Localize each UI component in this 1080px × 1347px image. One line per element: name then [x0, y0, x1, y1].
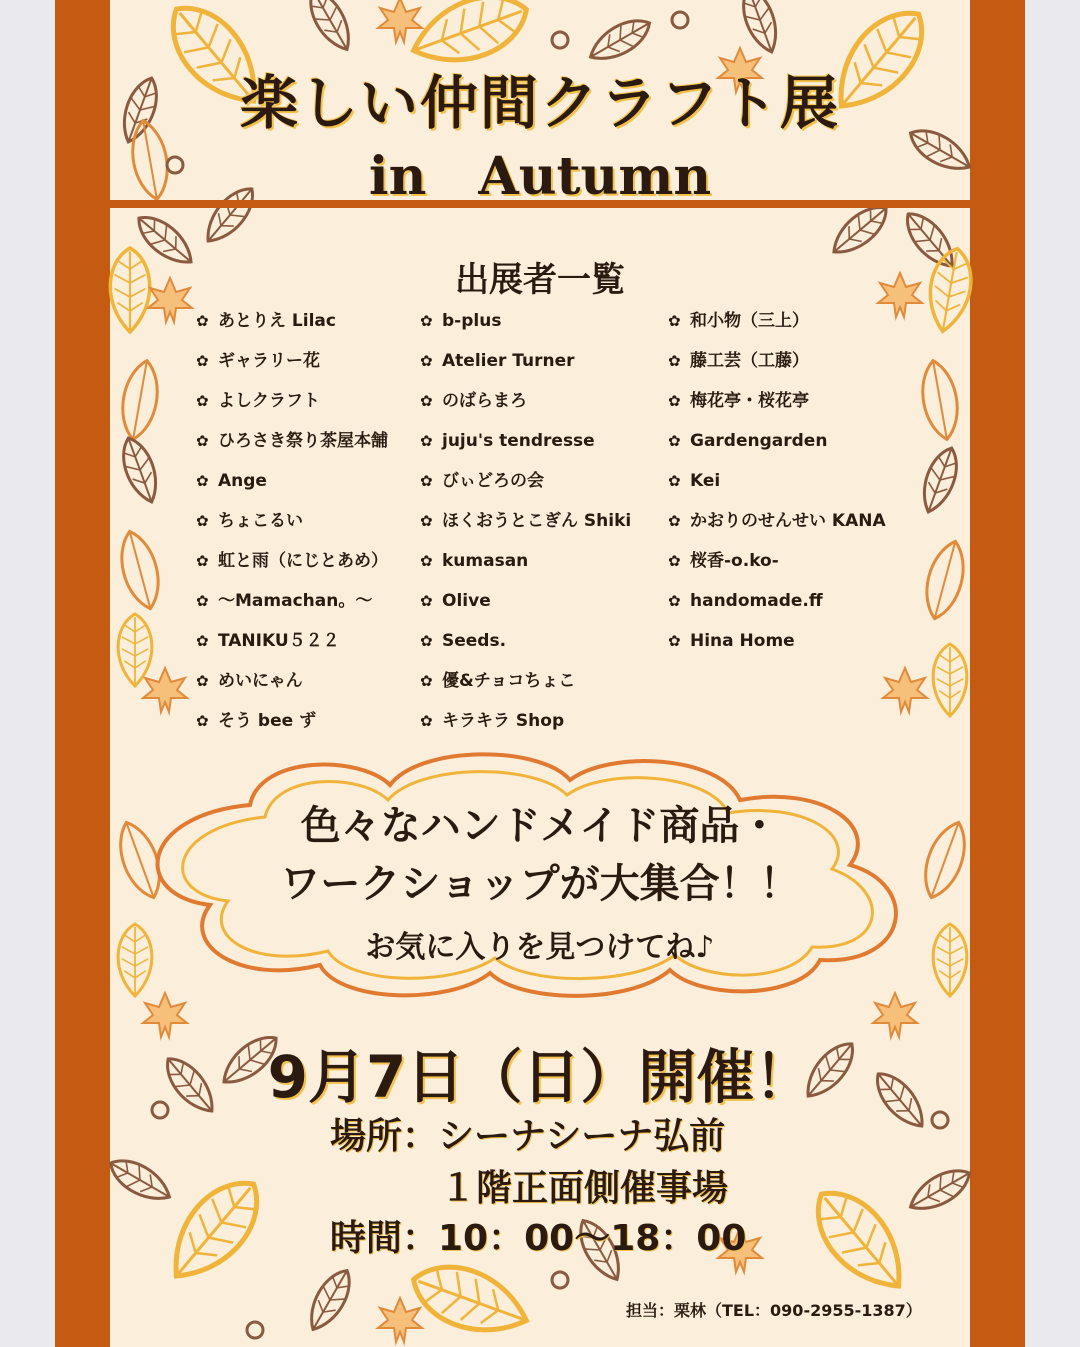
flower-bullet-icon: ✿	[668, 552, 681, 570]
exhibitor-item	[196, 426, 388, 466]
exhibitor-name: Kei	[690, 471, 721, 491]
flower-bullet-icon: ✿	[196, 672, 209, 690]
exhibitor-name: Gardengarden	[690, 431, 828, 451]
exhibitor-list-heading: 出展者一覧	[455, 260, 625, 300]
exhibitor-item	[420, 306, 631, 346]
flower-bullet-icon: ✿	[196, 632, 209, 650]
exhibitor-name: TANIKU５２２	[218, 631, 340, 651]
exhibitor-column-3	[668, 306, 886, 666]
exhibitor-name: 梅花亭・桜花亭	[690, 391, 809, 411]
exhibitor-name: キラキラ Shop	[442, 711, 565, 731]
flower-bullet-icon: ✿	[420, 472, 433, 490]
exhibitor-item	[196, 466, 388, 506]
flower-bullet-icon: ✿	[668, 312, 681, 330]
exhibitor-name: のばらまろ	[442, 391, 527, 411]
exhibitor-item	[420, 466, 631, 506]
exhibitor-name: 桜香-o.ko-	[690, 551, 779, 571]
event-venue: 場所：シーナシーナ弘前	[330, 1116, 726, 1157]
flower-bullet-icon: ✿	[420, 392, 433, 410]
exhibitor-name: かおりのせんせい KANA	[690, 511, 886, 531]
exhibitor-name: 和小物（三上）	[690, 311, 809, 331]
exhibitor-item	[196, 666, 388, 706]
flower-bullet-icon: ✿	[196, 352, 209, 370]
exhibitor-item	[420, 386, 631, 426]
flower-bullet-icon: ✿	[668, 352, 681, 370]
cloud-headline-2: ワークショップが大集合！！	[280, 861, 800, 907]
exhibitor-item	[196, 346, 388, 386]
exhibitor-name: Hina Home	[690, 631, 795, 651]
flower-bullet-icon: ✿	[420, 712, 433, 730]
exhibitor-name: めいにゃん	[218, 671, 303, 691]
flower-bullet-icon: ✿	[420, 312, 433, 330]
exhibitor-item	[420, 546, 631, 586]
flower-bullet-icon: ✿	[420, 432, 433, 450]
exhibitor-name: ちょこるい	[218, 511, 303, 531]
flower-bullet-icon: ✿	[196, 512, 209, 530]
exhibitor-item	[420, 426, 631, 466]
exhibitor-item	[420, 626, 631, 666]
exhibitor-name: Atelier Turner	[442, 351, 575, 371]
flower-bullet-icon: ✿	[668, 472, 681, 490]
exhibitor-item	[668, 346, 886, 386]
flower-bullet-icon: ✿	[196, 312, 209, 330]
cloud-headline-1: 色々なハンドメイド商品・	[300, 803, 780, 849]
exhibitor-name: Seeds.	[442, 631, 507, 651]
event-time: 時間：10：00～18：00	[330, 1218, 747, 1259]
exhibitor-item	[196, 706, 388, 746]
exhibitor-item	[420, 586, 631, 626]
event-date: 9月7日（日）開催！	[267, 1043, 813, 1111]
flower-bullet-icon: ✿	[668, 632, 681, 650]
exhibitor-item	[420, 506, 631, 546]
flower-bullet-icon: ✿	[196, 712, 209, 730]
contact-info: 担当：栗林（TEL：090-2955-1387）	[620, 1298, 928, 1324]
exhibitor-item	[668, 466, 886, 506]
exhibitor-item	[668, 546, 886, 586]
exhibitor-name: Olive	[442, 591, 491, 611]
event-venue-detail: １階正面側催事場	[440, 1168, 729, 1209]
flower-bullet-icon: ✿	[420, 552, 433, 570]
exhibitor-name: ギャラリー花	[218, 351, 320, 371]
flower-bullet-icon: ✿	[196, 592, 209, 610]
exhibitor-name: 虹と雨（にじとあめ）	[218, 551, 388, 571]
exhibitor-name: handomade.ff	[690, 591, 823, 611]
flower-bullet-icon: ✿	[668, 432, 681, 450]
exhibitor-name: びぃどろの会	[442, 471, 544, 491]
flower-bullet-icon: ✿	[420, 632, 433, 650]
exhibitor-item	[196, 386, 388, 426]
exhibitor-name: よしクラフト	[218, 391, 320, 411]
event-title: 楽しい仲間クラフト展	[239, 69, 840, 137]
exhibitor-item	[420, 666, 631, 706]
flower-bullet-icon: ✿	[668, 392, 681, 410]
exhibitor-name: あとりえ Lilac	[218, 311, 336, 331]
exhibitor-name: Ange	[218, 471, 267, 491]
exhibitor-name: b-plus	[442, 311, 502, 331]
exhibitor-item	[668, 426, 886, 466]
flower-bullet-icon: ✿	[196, 432, 209, 450]
exhibitor-name: 藤工芸（工藤）	[690, 351, 809, 371]
exhibitor-name: ひろさき祭り茶屋本舗	[218, 431, 388, 451]
flower-bullet-icon: ✿	[420, 592, 433, 610]
flower-bullet-icon: ✿	[196, 472, 209, 490]
flower-bullet-icon: ✿	[420, 672, 433, 690]
exhibitor-item	[668, 586, 886, 626]
exhibitor-item	[196, 586, 388, 626]
exhibitor-name: ほくおうとこぎん Shiki	[442, 511, 632, 531]
exhibitor-name: そう bee ず	[218, 711, 317, 731]
exhibitor-item	[420, 346, 631, 386]
flower-bullet-icon: ✿	[420, 512, 433, 530]
exhibitor-column-2	[420, 306, 631, 746]
exhibitor-item	[668, 386, 886, 426]
event-subtitle: in Autumn	[368, 146, 712, 207]
exhibitor-name: ～Mamachan。～	[218, 591, 373, 611]
exhibitor-item	[196, 306, 388, 346]
exhibitor-name: juju's tendresse	[442, 431, 595, 451]
exhibitor-name: kumasan	[442, 551, 529, 571]
exhibitor-item	[420, 706, 631, 746]
flower-bullet-icon: ✿	[196, 392, 209, 410]
exhibitor-column-1	[196, 306, 388, 746]
exhibitor-name: 優&チョコちょこ	[442, 671, 576, 691]
exhibitor-item	[196, 546, 388, 586]
exhibitor-item	[668, 506, 886, 546]
flower-bullet-icon: ✿	[196, 552, 209, 570]
exhibitor-item	[668, 626, 886, 666]
exhibitor-item	[668, 306, 886, 346]
exhibitor-item	[196, 626, 388, 666]
flower-bullet-icon: ✿	[668, 592, 681, 610]
cloud-tagline: お気に入りを見つけてね♪	[365, 930, 715, 965]
flower-bullet-icon: ✿	[420, 352, 433, 370]
flower-bullet-icon: ✿	[668, 512, 681, 530]
exhibitor-item	[196, 506, 388, 546]
